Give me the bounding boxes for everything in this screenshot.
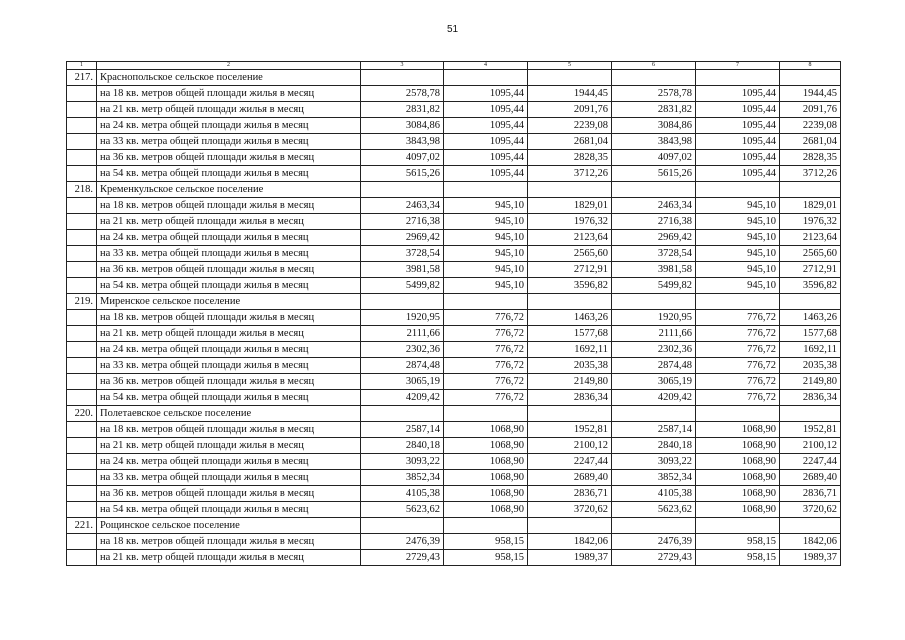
section-header-row	[67, 70, 841, 86]
value-cell: 945,10	[444, 262, 528, 278]
value-cell: 958,15	[444, 550, 528, 566]
empty-cell	[67, 358, 97, 374]
table-row	[67, 534, 841, 550]
empty-cell	[67, 326, 97, 342]
empty-cell	[612, 406, 696, 422]
value-cell: 2247,44	[780, 454, 841, 470]
row-label: на 36 кв. метров общей площади жилья в месяц	[97, 374, 361, 390]
value-cell: 1095,44	[696, 118, 780, 134]
value-cell: 2587,14	[361, 422, 444, 438]
section-number: 221.	[67, 518, 97, 534]
section-name: Миренское сельское поселение	[97, 294, 361, 310]
value-cell: 2123,64	[780, 230, 841, 246]
empty-cell	[528, 518, 612, 534]
value-cell: 3712,26	[780, 166, 841, 182]
value-cell: 958,15	[696, 534, 780, 550]
value-cell: 2729,43	[612, 550, 696, 566]
empty-cell	[361, 182, 444, 198]
value-cell: 2463,34	[612, 198, 696, 214]
value-cell: 2565,60	[780, 246, 841, 262]
value-cell: 2836,34	[528, 390, 612, 406]
value-cell: 776,72	[444, 326, 528, 342]
value-cell: 958,15	[444, 534, 528, 550]
value-cell: 2874,48	[361, 358, 444, 374]
value-cell: 1095,44	[696, 86, 780, 102]
table-row	[67, 454, 841, 470]
value-cell: 3712,26	[528, 166, 612, 182]
value-cell: 958,15	[696, 550, 780, 566]
value-cell: 1692,11	[780, 342, 841, 358]
empty-cell	[612, 294, 696, 310]
value-cell: 1068,90	[696, 502, 780, 518]
section-header-row	[67, 518, 841, 534]
row-label: на 18 кв. метров общей площади жилья в месяц	[97, 534, 361, 550]
value-cell: 1095,44	[696, 134, 780, 150]
empty-cell	[67, 262, 97, 278]
empty-cell	[67, 134, 97, 150]
value-cell: 3843,98	[612, 134, 696, 150]
value-cell: 1068,90	[696, 438, 780, 454]
value-cell: 2091,76	[780, 102, 841, 118]
value-cell: 2123,64	[528, 230, 612, 246]
column-number: 2	[97, 62, 361, 70]
value-cell: 2302,36	[361, 342, 444, 358]
value-cell: 1095,44	[444, 134, 528, 150]
value-cell: 3843,98	[361, 134, 444, 150]
row-label: на 24 кв. метра общей площади жилья в месяц	[97, 454, 361, 470]
section-number: 220.	[67, 406, 97, 422]
table-row	[67, 390, 841, 406]
value-cell: 2463,34	[361, 198, 444, 214]
row-label: на 36 кв. метров общей площади жилья в месяц	[97, 150, 361, 166]
value-cell: 3084,86	[361, 118, 444, 134]
value-cell: 2100,12	[528, 438, 612, 454]
table-row	[67, 550, 841, 566]
empty-cell	[361, 518, 444, 534]
table-row	[67, 166, 841, 182]
row-label: на 54 кв. метра общей площади жилья в месяц	[97, 502, 361, 518]
empty-cell	[67, 390, 97, 406]
empty-cell	[780, 406, 841, 422]
value-cell: 1068,90	[444, 486, 528, 502]
empty-cell	[780, 70, 841, 86]
value-cell: 945,10	[696, 230, 780, 246]
value-cell: 5615,26	[612, 166, 696, 182]
row-label: на 33 кв. метра общей площади жилья в месяц	[97, 470, 361, 486]
empty-cell	[696, 406, 780, 422]
value-cell: 2035,38	[780, 358, 841, 374]
value-cell: 1095,44	[444, 102, 528, 118]
value-cell: 2111,66	[612, 326, 696, 342]
row-label: на 36 кв. метров общей площади жилья в месяц	[97, 262, 361, 278]
empty-cell	[780, 294, 841, 310]
value-cell: 2035,38	[528, 358, 612, 374]
value-cell: 2716,38	[361, 214, 444, 230]
value-cell: 4097,02	[612, 150, 696, 166]
value-cell: 776,72	[444, 310, 528, 326]
value-cell: 945,10	[444, 278, 528, 294]
table-row	[67, 198, 841, 214]
value-cell: 3852,34	[361, 470, 444, 486]
value-cell: 776,72	[696, 342, 780, 358]
column-number: 1	[67, 62, 97, 70]
empty-cell	[67, 198, 97, 214]
value-cell: 3065,19	[361, 374, 444, 390]
row-label: на 21 кв. метр общей площади жилья в месяц	[97, 102, 361, 118]
value-cell: 1068,90	[696, 470, 780, 486]
empty-cell	[67, 246, 97, 262]
table-row	[67, 358, 841, 374]
value-cell: 776,72	[444, 342, 528, 358]
value-cell: 1095,44	[696, 150, 780, 166]
empty-cell	[444, 294, 528, 310]
empty-cell	[612, 70, 696, 86]
value-cell: 2565,60	[528, 246, 612, 262]
section-name: Краснопольское сельское поселение	[97, 70, 361, 86]
value-cell: 2578,78	[612, 86, 696, 102]
value-cell: 3720,62	[780, 502, 841, 518]
value-cell: 945,10	[696, 198, 780, 214]
value-cell: 3084,86	[612, 118, 696, 134]
value-cell: 3596,82	[528, 278, 612, 294]
table-row	[67, 214, 841, 230]
value-cell: 2836,34	[780, 390, 841, 406]
value-cell: 2091,76	[528, 102, 612, 118]
value-cell: 1952,81	[780, 422, 841, 438]
value-cell: 1577,68	[780, 326, 841, 342]
value-cell: 3596,82	[780, 278, 841, 294]
row-label: на 54 кв. метра общей площади жилья в месяц	[97, 278, 361, 294]
value-cell: 1463,26	[528, 310, 612, 326]
value-cell: 1829,01	[780, 198, 841, 214]
empty-cell	[67, 342, 97, 358]
row-label: на 33 кв. метра общей площади жилья в месяц	[97, 358, 361, 374]
value-cell: 3728,54	[361, 246, 444, 262]
value-cell: 776,72	[444, 358, 528, 374]
row-label: на 21 кв. метр общей площади жилья в месяц	[97, 438, 361, 454]
column-number: 7	[696, 62, 780, 70]
table-row	[67, 262, 841, 278]
value-cell: 3065,19	[612, 374, 696, 390]
value-cell: 2831,82	[612, 102, 696, 118]
empty-cell	[67, 454, 97, 470]
section-number: 217.	[67, 70, 97, 86]
value-cell: 1952,81	[528, 422, 612, 438]
value-cell: 2689,40	[780, 470, 841, 486]
empty-cell	[67, 214, 97, 230]
value-cell: 945,10	[696, 262, 780, 278]
value-cell: 2874,48	[612, 358, 696, 374]
section-number: 218.	[67, 182, 97, 198]
empty-cell	[67, 550, 97, 566]
value-cell: 945,10	[696, 246, 780, 262]
table-row	[67, 342, 841, 358]
row-label: на 18 кв. метров общей площади жилья в месяц	[97, 422, 361, 438]
section-number: 219.	[67, 294, 97, 310]
row-label: на 18 кв. метров общей площади жилья в месяц	[97, 86, 361, 102]
section-name: Кременкульское сельское поселение	[97, 182, 361, 198]
value-cell: 1577,68	[528, 326, 612, 342]
empty-cell	[361, 70, 444, 86]
empty-cell	[528, 70, 612, 86]
value-cell: 5623,62	[361, 502, 444, 518]
column-number: 6	[612, 62, 696, 70]
value-cell: 4105,38	[361, 486, 444, 502]
value-cell: 2681,04	[528, 134, 612, 150]
table-row	[67, 486, 841, 502]
section-name: Полетаевское сельское поселение	[97, 406, 361, 422]
row-label: на 18 кв. метров общей площади жилья в месяц	[97, 198, 361, 214]
value-cell: 4097,02	[361, 150, 444, 166]
value-cell: 4105,38	[612, 486, 696, 502]
value-cell: 1068,90	[696, 454, 780, 470]
value-cell: 3093,22	[361, 454, 444, 470]
table-row	[67, 502, 841, 518]
row-label: на 24 кв. метра общей площади жилья в месяц	[97, 342, 361, 358]
value-cell: 2836,71	[528, 486, 612, 502]
value-cell: 1095,44	[444, 118, 528, 134]
section-header-row	[67, 406, 841, 422]
value-cell: 1068,90	[444, 438, 528, 454]
value-cell: 1095,44	[444, 166, 528, 182]
table-row	[67, 438, 841, 454]
table-row	[67, 86, 841, 102]
value-cell: 776,72	[696, 358, 780, 374]
page-number: 51	[446, 24, 459, 35]
table-row	[67, 278, 841, 294]
value-cell: 2587,14	[612, 422, 696, 438]
row-label: на 18 кв. метров общей площади жилья в месяц	[97, 310, 361, 326]
value-cell: 2149,80	[528, 374, 612, 390]
value-cell: 3981,58	[361, 262, 444, 278]
value-cell: 1829,01	[528, 198, 612, 214]
value-cell: 2828,35	[528, 150, 612, 166]
value-cell: 1989,37	[780, 550, 841, 566]
empty-cell	[67, 502, 97, 518]
value-cell: 2149,80	[780, 374, 841, 390]
table-row	[67, 118, 841, 134]
row-label: на 36 кв. метров общей площади жилья в месяц	[97, 486, 361, 502]
empty-cell	[444, 70, 528, 86]
row-label: на 21 кв. метр общей площади жилья в месяц	[97, 326, 361, 342]
value-cell: 776,72	[696, 374, 780, 390]
column-number: 5	[528, 62, 612, 70]
value-cell: 2681,04	[780, 134, 841, 150]
empty-cell	[67, 470, 97, 486]
value-cell: 3093,22	[612, 454, 696, 470]
value-cell: 1920,95	[361, 310, 444, 326]
value-cell: 776,72	[696, 390, 780, 406]
empty-cell	[67, 374, 97, 390]
value-cell: 1989,37	[528, 550, 612, 566]
table-row	[67, 422, 841, 438]
value-cell: 4209,42	[361, 390, 444, 406]
value-cell: 2840,18	[361, 438, 444, 454]
table-row	[67, 470, 841, 486]
row-label: на 21 кв. метр общей площади жилья в месяц	[97, 214, 361, 230]
empty-cell	[67, 438, 97, 454]
empty-cell	[67, 310, 97, 326]
value-cell: 776,72	[444, 390, 528, 406]
value-cell: 3728,54	[612, 246, 696, 262]
value-cell: 2302,36	[612, 342, 696, 358]
value-cell: 2111,66	[361, 326, 444, 342]
row-label: на 54 кв. метра общей площади жилья в месяц	[97, 390, 361, 406]
empty-cell	[780, 518, 841, 534]
value-cell: 2476,39	[361, 534, 444, 550]
table-row	[67, 102, 841, 118]
empty-cell	[696, 294, 780, 310]
value-cell: 945,10	[444, 230, 528, 246]
row-label: на 24 кв. метра общей площади жилья в месяц	[97, 230, 361, 246]
value-cell: 776,72	[696, 326, 780, 342]
table-row	[67, 310, 841, 326]
empty-cell	[612, 182, 696, 198]
value-cell: 1842,06	[528, 534, 612, 550]
value-cell: 2840,18	[612, 438, 696, 454]
empty-cell	[528, 406, 612, 422]
value-cell: 945,10	[696, 214, 780, 230]
empty-cell	[67, 534, 97, 550]
column-number: 3	[361, 62, 444, 70]
value-cell: 2247,44	[528, 454, 612, 470]
value-cell: 2836,71	[780, 486, 841, 502]
empty-cell	[780, 182, 841, 198]
value-cell: 2831,82	[361, 102, 444, 118]
row-label: на 24 кв. метра общей площади жилья в месяц	[97, 118, 361, 134]
value-cell: 5499,82	[361, 278, 444, 294]
value-cell: 1095,44	[444, 150, 528, 166]
row-label: на 54 кв. метра общей площади жилья в месяц	[97, 166, 361, 182]
value-cell: 1095,44	[696, 102, 780, 118]
row-label: на 33 кв. метра общей площади жилья в месяц	[97, 246, 361, 262]
empty-cell	[67, 278, 97, 294]
value-cell: 2476,39	[612, 534, 696, 550]
value-cell: 776,72	[444, 374, 528, 390]
value-cell: 2716,38	[612, 214, 696, 230]
empty-cell	[528, 294, 612, 310]
empty-cell	[696, 70, 780, 86]
row-label: на 33 кв. метра общей площади жилья в месяц	[97, 134, 361, 150]
table-row	[67, 374, 841, 390]
table-row	[67, 230, 841, 246]
value-cell: 1095,44	[444, 86, 528, 102]
empty-cell	[444, 182, 528, 198]
section-name: Рощинское сельское поселение	[97, 518, 361, 534]
empty-cell	[67, 86, 97, 102]
value-cell: 1095,44	[696, 166, 780, 182]
value-cell: 776,72	[696, 310, 780, 326]
value-cell: 2969,42	[612, 230, 696, 246]
empty-cell	[361, 406, 444, 422]
value-cell: 5615,26	[361, 166, 444, 182]
empty-cell	[696, 518, 780, 534]
value-cell: 1944,45	[528, 86, 612, 102]
empty-cell	[67, 102, 97, 118]
empty-cell	[67, 422, 97, 438]
empty-cell	[67, 230, 97, 246]
value-cell: 945,10	[444, 198, 528, 214]
value-cell: 1068,90	[444, 502, 528, 518]
value-cell: 1976,32	[780, 214, 841, 230]
value-cell: 1976,32	[528, 214, 612, 230]
empty-cell	[67, 486, 97, 502]
value-cell: 3720,62	[528, 502, 612, 518]
value-cell: 1068,90	[444, 422, 528, 438]
value-cell: 2712,91	[780, 262, 841, 278]
table-row	[67, 246, 841, 262]
column-number: 8	[780, 62, 841, 70]
column-number-row	[67, 62, 841, 70]
value-cell: 1944,45	[780, 86, 841, 102]
row-label: на 21 кв. метр общей площади жилья в месяц	[97, 550, 361, 566]
value-cell: 1068,90	[444, 454, 528, 470]
value-cell: 1068,90	[696, 422, 780, 438]
empty-cell	[67, 166, 97, 182]
value-cell: 1692,11	[528, 342, 612, 358]
empty-cell	[528, 182, 612, 198]
value-cell: 945,10	[444, 246, 528, 262]
table-body	[67, 62, 841, 566]
tariff-table	[66, 61, 841, 566]
empty-cell	[696, 182, 780, 198]
table-row	[67, 150, 841, 166]
empty-cell	[361, 294, 444, 310]
value-cell: 2239,08	[780, 118, 841, 134]
value-cell: 2689,40	[528, 470, 612, 486]
value-cell: 2239,08	[528, 118, 612, 134]
value-cell: 1463,26	[780, 310, 841, 326]
value-cell: 4209,42	[612, 390, 696, 406]
empty-cell	[612, 518, 696, 534]
section-header-row	[67, 182, 841, 198]
value-cell: 3852,34	[612, 470, 696, 486]
value-cell: 2578,78	[361, 86, 444, 102]
value-cell: 1068,90	[444, 470, 528, 486]
value-cell: 2712,91	[528, 262, 612, 278]
value-cell: 5499,82	[612, 278, 696, 294]
value-cell: 2100,12	[780, 438, 841, 454]
value-cell: 2828,35	[780, 150, 841, 166]
table-row	[67, 134, 841, 150]
empty-cell	[444, 406, 528, 422]
section-header-row	[67, 294, 841, 310]
empty-cell	[67, 118, 97, 134]
empty-cell	[444, 518, 528, 534]
value-cell: 2969,42	[361, 230, 444, 246]
empty-cell	[67, 150, 97, 166]
value-cell: 1842,06	[780, 534, 841, 550]
value-cell: 945,10	[444, 214, 528, 230]
value-cell: 3981,58	[612, 262, 696, 278]
table-row	[67, 326, 841, 342]
value-cell: 1920,95	[612, 310, 696, 326]
value-cell: 2729,43	[361, 550, 444, 566]
value-cell: 5623,62	[612, 502, 696, 518]
value-cell: 1068,90	[696, 486, 780, 502]
value-cell: 945,10	[696, 278, 780, 294]
column-number: 4	[444, 62, 528, 70]
